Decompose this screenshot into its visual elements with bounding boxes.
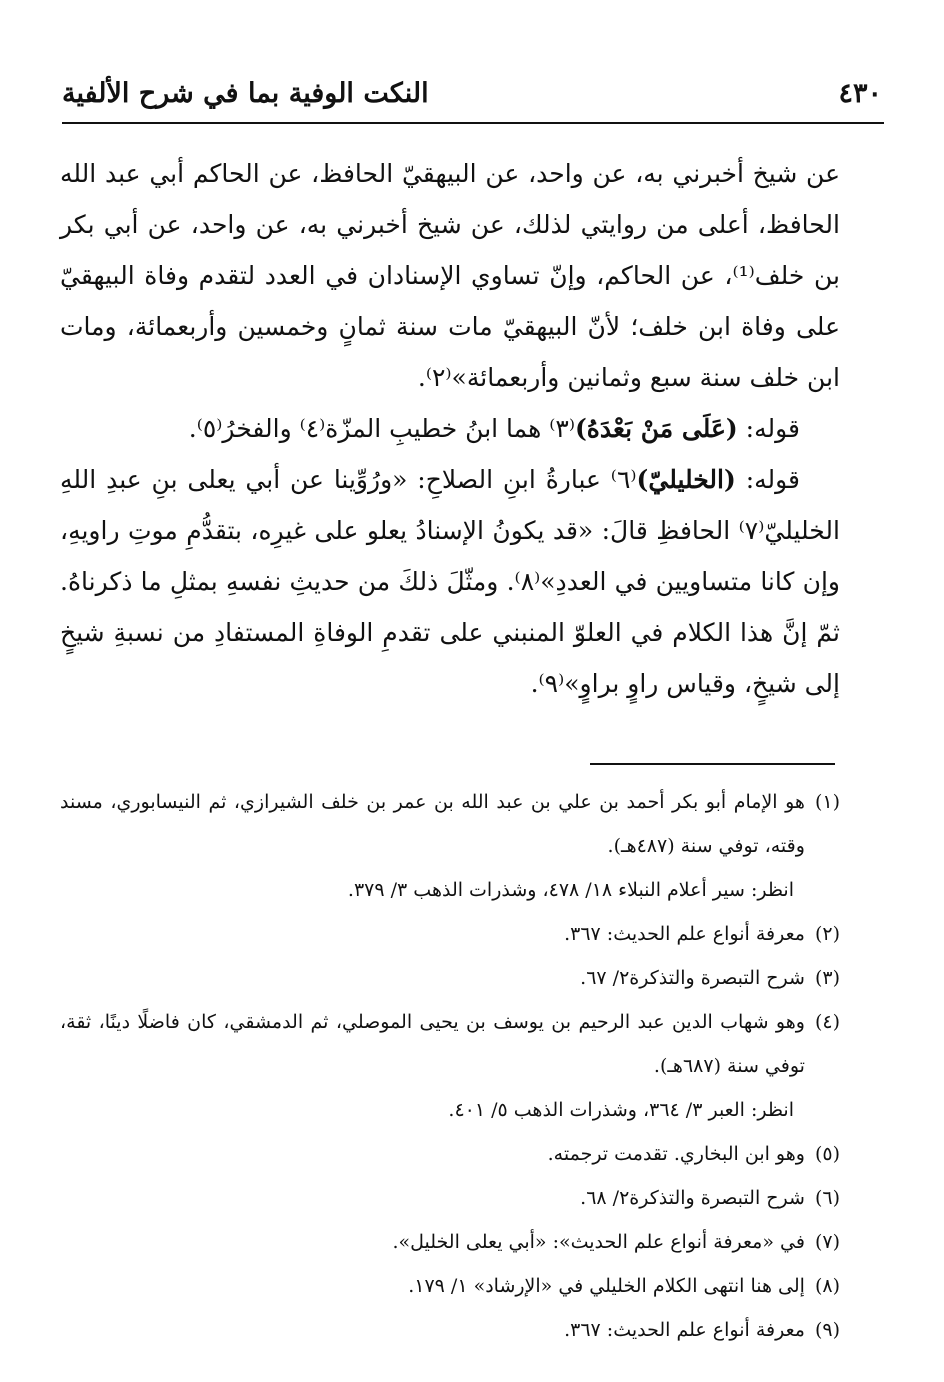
footnote-divider [590, 763, 835, 765]
page-number: ٤٣٠ [838, 77, 882, 109]
footnote-number: (٨) [814, 1275, 840, 1297]
footnote-text: وهو شهاب الدين عبد الرحيم بن يوسف بن يحيى الموصلي، ثم الدمشقي، كان فاضلًا دينًا، ثقة، توفي سنة (٦٨٧هـ). [60, 1011, 805, 1077]
footnote-number: (٣) [814, 967, 840, 989]
paragraph-3-text: ⁽٦⁾ عبارةُ ابنِ الصلاحِ: «ورُوِّينا عن أبي يعلى بنِ عبدِ اللهِ الخليليّ⁽٧⁾ الحافظِ قالَ: «قد يكونُ الإسنادُ يعلو على غيرِه، بتقدُّمِ موتِ راويهِ، وإن كانا متساويين في العددِ»⁽٨⁾. ومثّلَ ذلكَ من حديثِ نفسهِ بمثلِ ما ذكرناهُ. ثمّ إنَّ هذا الكلام في العلوّ المنبني على تقدمِ الوفاةِ المستفادِ من نسبةِ شيخٍ إلى شيخٍ، وقياس راوٍ براوٍ»⁽٩⁾. [60, 465, 840, 698]
footnote-text: هو الإمام أبو بكر أحمد بن علي بن عبد الله بن عمر بن خلف الشيرازي، ثم النيسابوري، مسند وقته، توفي سنة (٤٨٧هـ). [60, 791, 805, 857]
running-header [62, 68, 882, 118]
quoted-phrase: (الخليليّ) [636, 465, 736, 494]
paragraph-2 [60, 403, 840, 454]
footnote [60, 780, 840, 868]
footnote-number: (٧) [814, 1231, 840, 1253]
footnote-number: (١) [814, 791, 840, 813]
footnote-text: وهو ابن البخاري. تقدمت ترجمته. [547, 1143, 805, 1165]
footnote [60, 1220, 840, 1264]
footnote-text: في «معرفة أنواع علم الحديث»: «أبي يعلى الخليل». [392, 1231, 805, 1253]
paragraph-3-lead: قوله: [735, 465, 801, 494]
footnote-number: (٩) [814, 1319, 840, 1341]
footnote [60, 912, 840, 956]
quoted-phrase: (عَلَى مَنْ بَعْدَهُ) [574, 414, 738, 443]
paragraph-2-text: ⁽٣⁾ هما ابنُ خطيبِ المزّة⁽٤⁾ والفخرُ⁽٥⁾. [188, 414, 575, 443]
footnotes [60, 780, 840, 1352]
footnote [60, 1132, 840, 1176]
footnote-text: شرح التبصرة والتذكرة٢/ ٦٧. [580, 967, 805, 989]
footnote [60, 1000, 840, 1088]
footnote-number: (٦) [814, 1187, 840, 1209]
paragraph-1: عن شيخ أخبرني به، عن واحد، عن البيهقيّ الحافظ، عن الحاكم أبي عبد الله الحافظ، أعلى من روايتي لذلك، عن شيخ أخبرني به، عن واحد، عن أبي بكر بن خلف⁽¹⁾، عن الحاكم، وإنّ تساوي الإسنادان في العدد لتقدم وفاة البيهقيّ على وفاة ابن خلف؛ لأنّ البيهقيّ مات سنة ثمانٍ وخمسين وأربعمائة، ومات ابن خلف سنة سبع وثمانين وأربعمائة»⁽٢⁾. [60, 159, 841, 392]
footnote-text: شرح التبصرة والتذكرة٢/ ٦٨. [580, 1187, 805, 1209]
footnote-text: معرفة أنواع علم الحديث: ٣٦٧. [564, 1319, 805, 1341]
paragraph-2-lead: قوله: [737, 414, 800, 443]
footnote-text: إلى هنا انتهى الكلام الخليلي في «الإرشاد» ١/ ١٧٩. [408, 1275, 805, 1297]
footnote [60, 1264, 840, 1308]
paragraph-3 [60, 454, 840, 709]
footnote-reference: انظر: العبر ٣/ ٣٦٤، وشذرات الذهب ٥/ ٤٠١. [448, 1099, 794, 1121]
footnote [60, 956, 840, 1000]
footnote [60, 1308, 840, 1352]
footnote-number: (٥) [814, 1143, 840, 1165]
footnote [60, 1176, 840, 1220]
footnote-number: (٢) [814, 923, 840, 945]
main-text [60, 148, 840, 709]
footnote-reference: انظر: سير أعلام النبلاء ١٨/ ٤٧٨، وشذرات الذهب ٣/ ٣٧٩. [347, 879, 794, 901]
header-divider [62, 122, 884, 124]
footnote-number: (٤) [814, 1011, 840, 1033]
book-title: النكت الوفية بما في شرح الألفية [62, 77, 429, 109]
footnote-text: معرفة أنواع علم الحديث: ٣٦٧. [564, 923, 805, 945]
